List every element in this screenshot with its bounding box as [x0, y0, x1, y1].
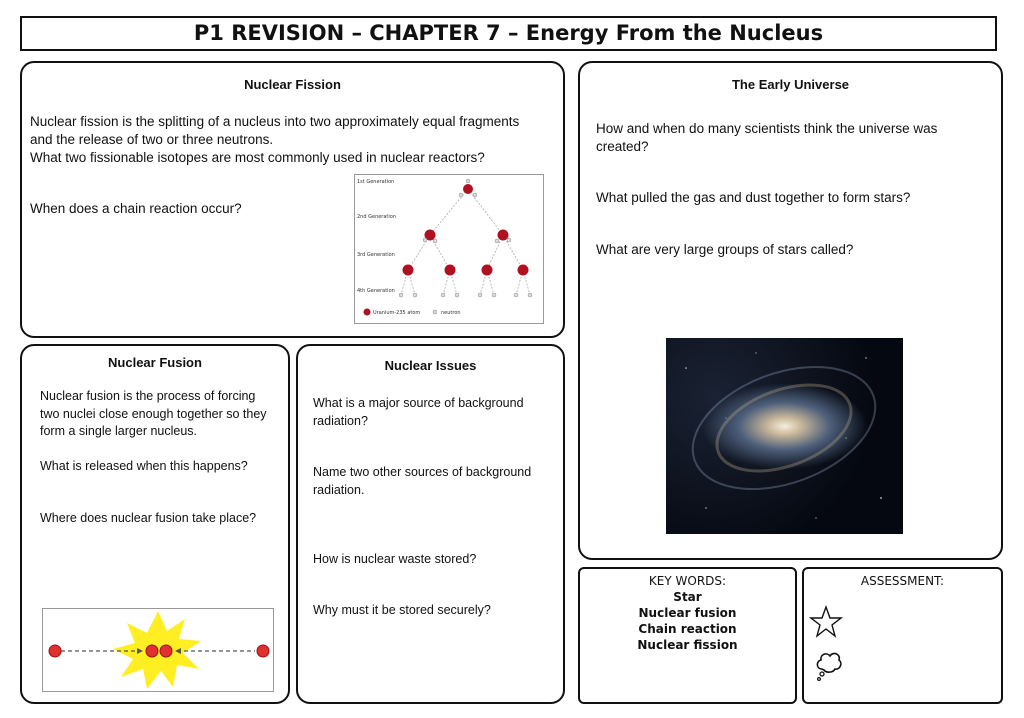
gen3-label: 3rd Generation: [357, 252, 395, 258]
fission-definition: Nuclear fission is the splitting of a nucleus into two approximately equal fragments and the release of two or three neutrons.: [30, 114, 520, 147]
fusion-question-released: What is released when this happens?: [40, 459, 248, 473]
keyword-nuclear-fission: Nuclear fission: [637, 638, 738, 652]
gen2-label: 2nd Generation: [357, 214, 397, 220]
fusion-question-where: Where does nuclear fusion take place?: [40, 511, 257, 525]
keywords-heading: KEY WORDS:: [648, 574, 727, 588]
atom-gen2-right: [498, 230, 509, 241]
universe-question-creation: How and when do many scientists think the universe was created?: [596, 121, 938, 154]
gen4-label: 4th Generation: [357, 288, 395, 294]
fission-question-isotopes: What two fissionable isotopes are most commonly used in nuclear reactors?: [30, 150, 485, 165]
keyword-star: Star: [673, 590, 702, 604]
fission-text: [30, 113, 530, 167]
fission-question-chain: When does a chain reaction occur?: [30, 201, 242, 216]
fusion-panel: [20, 344, 290, 704]
universe-question-galaxies: What are very large groups of stars called?: [596, 242, 854, 257]
issues-question-background: What is a major source of background radiation?: [313, 396, 524, 428]
fission-heading: Nuclear Fission: [244, 77, 341, 92]
nucleus-merge-b: [160, 645, 172, 657]
star-icon[interactable]: [809, 605, 843, 639]
fusion-svg: [43, 609, 273, 691]
chain-reaction-svg: [355, 175, 543, 323]
atom-gen1: [463, 184, 473, 194]
assessment-heading: ASSESSMENT:: [860, 574, 945, 588]
nucleus-merge-a: [146, 645, 158, 657]
issues-question-other-sources: Name two other sources of background radiation.: [313, 465, 532, 497]
thought-bubble-icon[interactable]: [814, 649, 844, 683]
galaxy-stars: [666, 338, 903, 534]
fusion-heading: Nuclear Fusion: [108, 355, 202, 370]
atom-gen3-1: [403, 265, 414, 276]
legend-atom-label: Uranium-235 atom: [373, 310, 421, 316]
keyword-nuclear-fusion: Nuclear fusion: [638, 606, 737, 620]
gen1-label: 1st Generation: [357, 179, 395, 185]
issues-question-waste: How is nuclear waste stored?: [313, 552, 477, 566]
atom-gen3-4: [518, 265, 529, 276]
atom-gen3-2: [445, 265, 456, 276]
universe-panel: [578, 61, 1003, 560]
issues-panel: [296, 344, 565, 704]
issues-heading: Nuclear Issues: [384, 358, 477, 373]
nucleus-left: [49, 645, 61, 657]
universe-heading: The Early Universe: [731, 77, 850, 92]
nucleus-right: [257, 645, 269, 657]
universe-question-gravity: What pulled the gas and dust together to form stars?: [596, 190, 911, 205]
fission-panel: [20, 61, 565, 338]
assessment-panel: [802, 567, 1003, 704]
legend-atom-icon: [364, 309, 371, 316]
issues-question-secure: Why must it be stored securely?: [313, 603, 491, 617]
keyword-chain-reaction: Chain reaction: [638, 622, 737, 636]
atom-gen3-3: [482, 265, 493, 276]
fusion-diagram: [42, 608, 274, 692]
keywords-panel: [578, 567, 797, 704]
page-title: P1 REVISION – CHAPTER 7 – Energy From the Nucleus: [20, 16, 997, 51]
legend-neutron-label: neutron: [441, 310, 461, 316]
legend-neutron-icon: [433, 310, 437, 314]
galaxy-image: [666, 338, 903, 534]
fusion-definition: Nuclear fusion is the process of forcing two nuclei close enough together so they form a single larger nucleus.: [40, 389, 267, 438]
chain-reaction-diagram: [354, 174, 544, 324]
